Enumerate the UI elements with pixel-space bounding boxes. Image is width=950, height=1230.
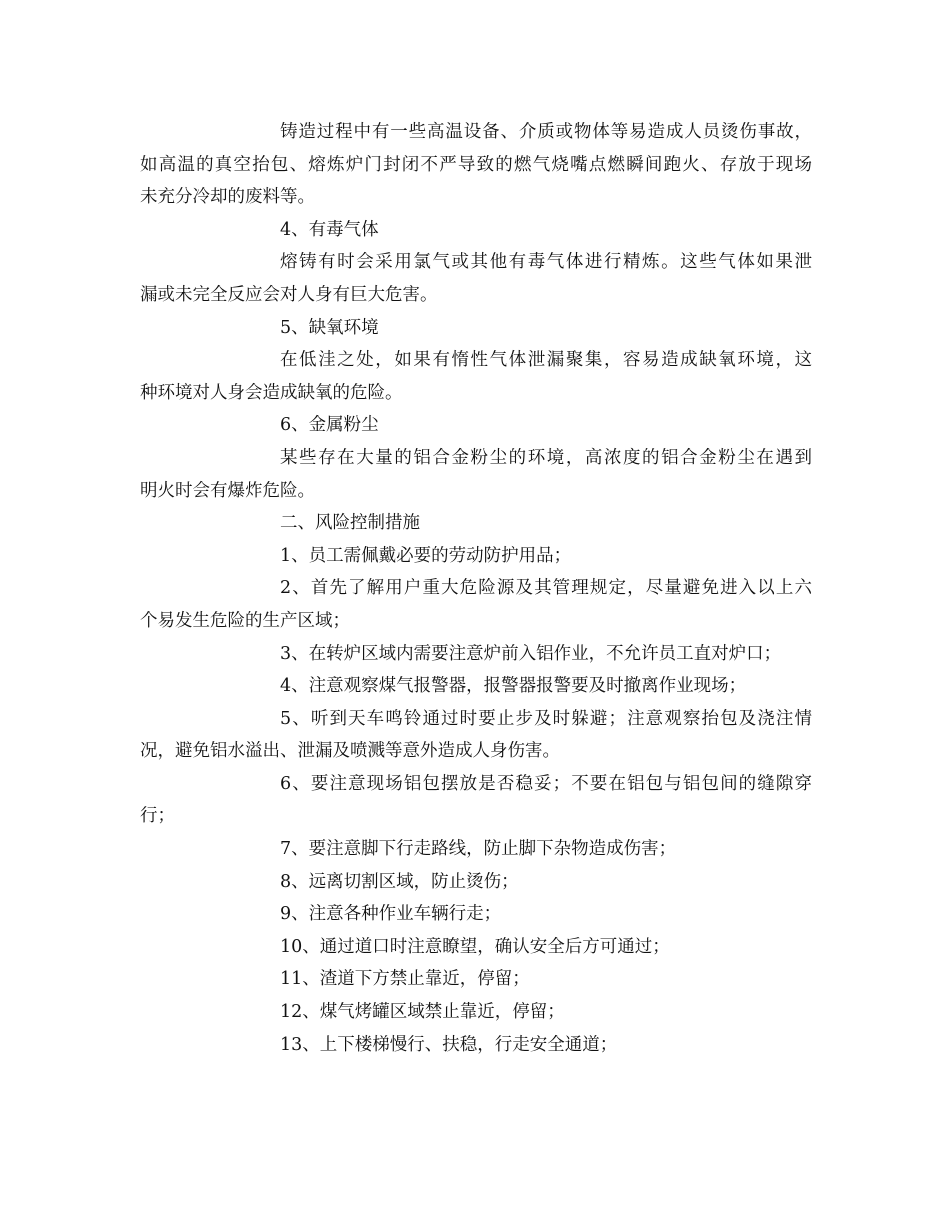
list-item-continuation: 个易发生危险的生产区域； (140, 610, 350, 631)
list-item: 13、上下楼梯慢行、扶稳，行走安全通道； (280, 1034, 618, 1055)
section-heading-risk-control: 二、风险控制措施 (280, 513, 420, 534)
list-item: 5、听到天车鸣铃通过时要止步及时躲避；注意观察抬包及浇注情 (280, 708, 812, 729)
list-item: 9、注意各种作业车辆行走； (280, 904, 502, 925)
paragraph-line: 明火时会有爆炸危险。 (140, 480, 315, 501)
paragraph-line: 漏或未完全反应会对人身有巨大危害。 (140, 284, 438, 305)
section-heading-oxygen-deficiency: 5、缺氧环境 (280, 317, 379, 338)
paragraph-line: 如高温的真空抬包、熔炼炉门封闭不严导致的燃气烧嘴点燃瞬间跑火、存放于现场 (140, 154, 812, 175)
list-item: 2、首先了解用户重大危险源及其管理规定，尽量避免进入以上六 (280, 578, 812, 599)
paragraph-line: 在低洼之处，如果有惰性气体泄漏聚集，容易造成缺氧环境，这 (280, 350, 812, 371)
list-item: 7、要注意脚下行走路线，防止脚下杂物造成伤害； (280, 839, 677, 860)
section-heading-metal-dust: 6、金属粉尘 (280, 415, 379, 436)
list-item: 1、员工需佩戴必要的劳动防护用品； (280, 545, 572, 566)
list-item: 8、远离切割区域，防止烫伤； (280, 871, 519, 892)
list-item: 6、要注意现场铝包摆放是否稳妥；不要在铝包与铝包间的缝隙穿 (280, 773, 812, 794)
section-heading-toxic-gas: 4、有毒气体 (280, 219, 379, 240)
paragraph-line: 种环境对人身会造成缺氧的危险。 (140, 382, 403, 403)
list-item: 11、渣道下方禁止靠近，停留； (280, 969, 530, 990)
document-body (140, 116, 812, 1061)
list-item: 12、煤气烤罐区域禁止靠近，停留； (280, 1002, 565, 1023)
paragraph-line: 铸造过程中有一些高温设备、介质或物体等易造成人员烫伤事故， (280, 122, 812, 142)
paragraph-line: 未充分冷却的废料等。 (140, 187, 315, 208)
list-item: 3、在转炉区域内需要注意炉前入铝作业，不允许员工直对炉口； (280, 643, 782, 664)
paragraph-line: 熔铸有时会采用氯气或其他有毒气体进行精炼。这些气体如果泄 (280, 252, 812, 273)
list-item: 4、注意观察煤气报警器，报警器报警要及时撤离作业现场； (280, 676, 747, 697)
list-item: 10、通过道口时注意瞭望，确认安全后方可通过； (280, 936, 670, 957)
list-item-continuation: 况，避免铝水溢出、泄漏及喷溅等意外造成人身伤害。 (140, 741, 560, 762)
paragraph-line: 某些存在大量的铝合金粉尘的环境，高浓度的铝合金粉尘在遇到 (280, 447, 812, 468)
list-item-continuation: 行； (140, 806, 175, 827)
